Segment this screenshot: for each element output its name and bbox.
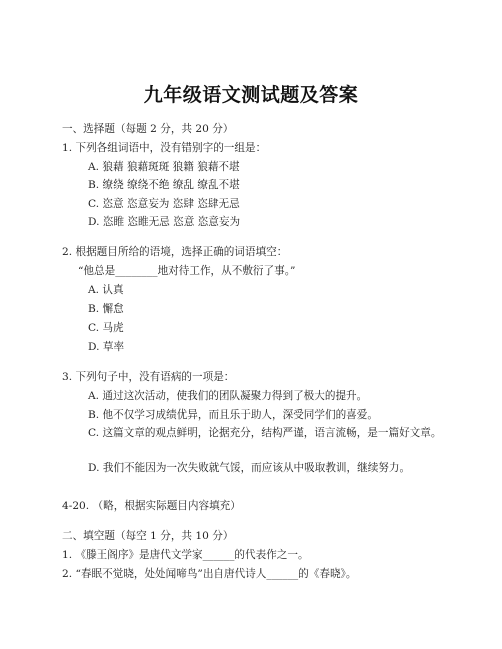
section2-heading: 二、填空题（每空 1 分，共 10 分） — [62, 530, 234, 542]
q1-stem: 1. 下列各组词语中，没有错别字的一组是： — [62, 142, 267, 154]
q3-option-a: A. 通过这次活动，使我们的团队凝聚力得到了极大的提升。 — [88, 390, 368, 402]
section1-heading: 一、选择题（每题 2 分，共 20 分） — [62, 123, 234, 135]
fill-q1: 1. 《滕王阁序》是唐代文学家______的代表作之一。 — [62, 549, 309, 561]
q2-option-c: C. 马虎 — [88, 322, 124, 334]
q1-option-d: D. 恣睢 恣睢无忌 恣意 恣意妄为 — [88, 216, 241, 228]
q2-option-d: D. 草率 — [88, 341, 125, 353]
q3-option-c: C. 这篇文章的观点鲜明，论据充分，结构严谨，语言流畅，是一篇好文章。 — [88, 427, 442, 439]
q2-stem: 2. 根据题目所给的语境，选择正确的词语填空： — [62, 246, 288, 258]
q2-option-a: A. 认真 — [88, 284, 124, 296]
q1-option-c: C. 恣意 恣意妄为 恣肆 恣肆无忌 — [88, 198, 240, 210]
q1-option-a: A. 狼藉 狼藉斑斑 狼籍 狼藉不堪 — [88, 161, 240, 173]
q1-option-b: B. 缭绕 缭绕不绝 缭乱 缭乱不堪 — [88, 179, 240, 191]
fill-q2: 2. “春眠不觉晓，处处闻啼鸟”出自唐代诗人______的《春晓》。 — [62, 568, 357, 580]
q3-stem: 3. 下列句子中，没有语病的一项是： — [62, 371, 235, 383]
q2-option-b: B. 懈怠 — [88, 303, 124, 315]
q4-20-placeholder: 4-20. （略，根据实际题目内容填充） — [62, 500, 241, 512]
q2-quote: “他总是________地对待工作，从不敷衍了事。” — [78, 265, 296, 277]
q3-option-d: D. 我们不能因为一次失败就气馁，而应该从中吸取教训，继续努力。 — [88, 462, 411, 474]
page-title: 九年级语文测试题及答案 — [143, 84, 359, 106]
q3-option-b: B. 他不仅学习成绩优异，而且乐于助人，深受同学们的喜爱。 — [88, 409, 378, 421]
